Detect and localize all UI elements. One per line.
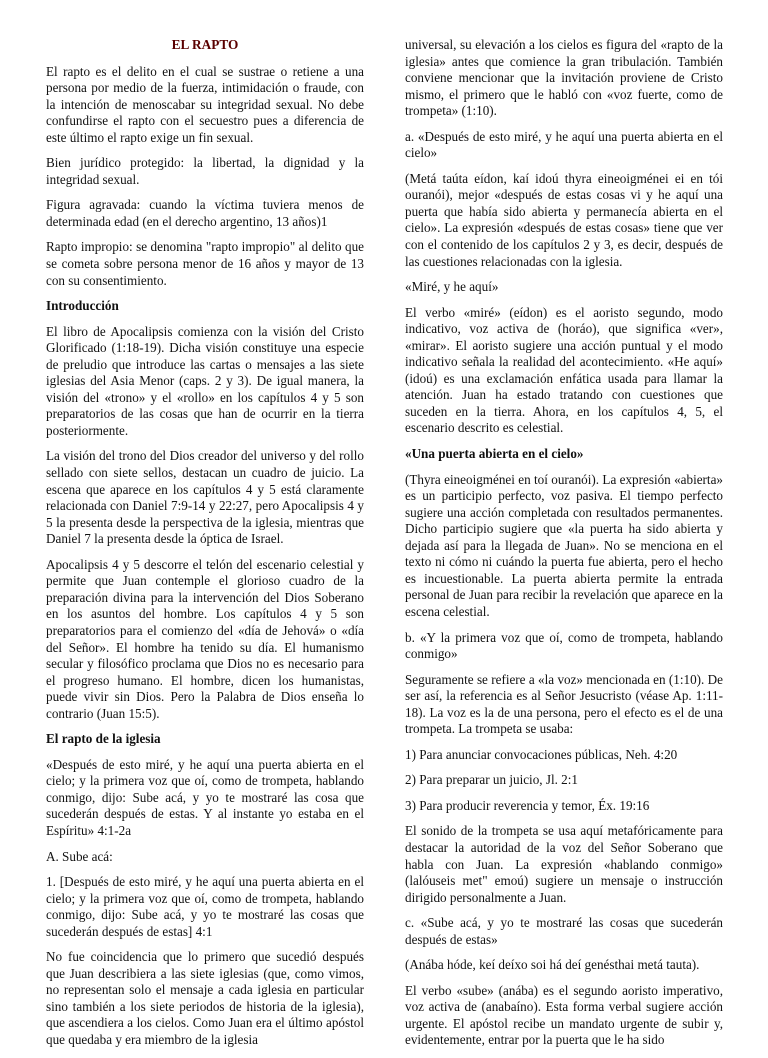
paragraph: El libro de Apocalipsis comienza con la visión del Cristo Glorificado (1:18-19). Dicha visión constituye una especie de preludio que introduce las cartas o mensajes a las siete iglesias del Asia Menor (caps. 2 y 3). De igual manera, la visión del «trono» y el «rollo» en los capítulos 4 y 5 son preparatorios de las cosas que han de ocurrir en la tierra posteriormente. [46, 323, 364, 438]
paragraph: Figura agravada: cuando la víctima tuviera menos de determinada edad (en el derecho argentino, 13 años)1 [46, 197, 364, 229]
list-item: 1) Para anunciar convocaciones públicas, Neh. 4:20 [405, 746, 678, 762]
paragraph: Rapto impropio: se denomina "rapto impropio" al delito que se cometa sobre persona menor de 16 años y mayor de 13 con su consentimiento. [46, 239, 364, 288]
paragraph: A. Sube acá: [46, 848, 113, 864]
paragraph: a. «Después de esto miré, y he aquí una puerta abierta en el cielo» [405, 128, 723, 161]
paragraph: b. «Y la primera voz que oí, como de trompeta, hablando conmigo» [405, 629, 723, 662]
paragraph: No fue coincidencia que lo primero que sucedió después que Juan describiera a las siete iglesias (que, como vimos, no representan solo el mensaje a cada iglesia en particular sino también a los siete periodos de historia de la iglesia), que ascendiera a los cielos. Como Juan era el último apóstol que quedaba y era miembro de la iglesia [46, 949, 364, 1047]
paragraph: El rapto es el delito en el cual se sustrae o retiene a una persona por medio de la fuerza, intimidación o fraude, con la intención de menoscabar su integridad sexual. No debe confundirse el rapto con el secuestro pues a diferencia de este último el rapto exige un fin sexual. [46, 63, 364, 145]
paragraph: (Metá taúta eídon, kaí idoú thyra eineoigménei ei en tói ouranói), mejor «después de estas cosas vi y he aquí una puerta que había sido abierta y permanecía abierta en el cielo». La expresión «después de estas cosas» tiene que ver con el contenido de los capítulos 2 y 3, es decir, después de las cuestiones relacionadas con la iglesia. [405, 170, 723, 269]
section-heading-rapto: El rapto de la iglesia [46, 731, 161, 747]
left-column [46, 37, 364, 1058]
paragraph: «Miré, y he aquí» [405, 279, 499, 295]
paragraph: «Después de esto miré, y he aquí una puerta abierta en el cielo; y la primera voz que oí, como de trompeta, hablando conmigo, dijo: Sube acá, y yo te mostraré las cosa que sucederán después de estas. Y al instante yo estaba en el Espíritu» 4:1-2a [46, 756, 364, 838]
list-item: 2) Para preparar un juicio, Jl. 2:1 [405, 772, 578, 788]
paragraph: (Anába hóde, keí deíxo soi há deí genésthai metá tauta). [405, 957, 700, 973]
document-title: EL RAPTO [171, 37, 239, 52]
paragraph: 1. [Después de esto miré, y he aquí una puerta abierta en el cielo; y la primera voz que oí, como de trompeta, hablando conmigo, dijo: Sube acá, y yo te mostraré las cosas que sucederán después de estas] 4:1 [46, 874, 364, 939]
section-heading-puerta: «Una puerta abierta en el cielo» [405, 446, 584, 462]
right-column [405, 37, 723, 1058]
paragraph: El verbo «miré» (eídon) es el aoristo segundo, modo indicativo, voz activa de (horáo), que significa «ver», «mirar». El aoristo sugiere una acción puntual y el modo indicativo señala la realidad del acontecimiento. «He aquí» (idoú) es una exclamación enfática usada para llamar la atención. Juan ha estado tratando con cuestiones que suceden en la tierra. Ahora, en los capítulos 4, 5, el escenario descrito es celestial. [405, 304, 723, 436]
paragraph: c. «Sube acá, y yo te mostraré las cosas que sucederán después de estas» [405, 915, 723, 947]
paragraph: Apocalipsis 4 y 5 descorre el telón del escenario celestial y permite que Juan contemple el glorioso cuadro de la preparación divina para la intervención del Dios Soberano en los asuntos del hombre. Los capítulos 4 y 5 son preparatorios para el comienzo del «día de Jehová» o «día del Señor». El hombre ha tenido su día. El humanismo secular y filosófico proclama que Dios no es necesario para el progreso humano. El hombre, dicen los humanistas, puede vivir sin Dios. Pero la Palabra de Dios enseña lo contrario (Juan 15:5). [46, 556, 364, 721]
paragraph: (Thyra eineoigménei en toí ouranói). La expresión «abierta» es un participio perfecto, voz pasiva. El tiempo perfecto sugiere una acción completada con resultados permanentes. Dicho participio sugiere que «la puerta ha sido abierta y dejada así para la llegada de Juan». No se menciona en el texto ni cómo ni cuándo la puerta fue abierta, pero el hecho es incuestionable. La puerta abierta permite la entrada personal de Juan para recibir la revelación que aparece en la escena celestial. [405, 471, 723, 619]
section-heading-introduccion: Introducción [46, 298, 119, 314]
paragraph: El verbo «sube» (anába) es el segundo aoristo imperativo, voz activa de (anabaíno). Esta forma verbal sugiere acción urgente. El apóstol recibe un mandato urgente de subir y, evidentemente, entrar por la puerta que le ha sido [405, 982, 723, 1048]
paragraph: Seguramente se refiere a «la voz» mencionada en (1:10). De ser así, la referencia es al Señor Jesucristo (véase Ap. 1:11-18). La voz es la de una persona, pero el efecto es el de una trompeta. La trompeta se usaba: [405, 671, 723, 737]
paragraph: El sonido de la trompeta se usa aquí metafóricamente para destacar la autoridad de la voz del Señor Soberano que habla con Juan. La expresión «hablando conmigo» (lalóuseis met" emoú) sugiere un mensaje o instrucción dirigido personalmente a Juan. [405, 823, 723, 905]
paragraph: universal, su elevación a los cielos es figura del «rapto de la iglesia» antes que comience la gran tribulación. También conviene mencionar que la invitación proviene de Cristo mismo, el primero que le habló con «voz fuerte, como de trompeta» (1:10). [405, 37, 723, 119]
paragraph: La visión del trono del Dios creador del universo y del rollo sellado con siete sellos, destacan un cuadro de juicio. La escena que aparece en los capítulos 4 y 5 está claramente relacionada con Daniel 7:9-14 y 22:27, pero Apocalipsis 4 y 5 la presenta desde la perspectiva de la iglesia, mientras que Daniel 7 la presenta desde la óptica de Israel. [46, 448, 364, 547]
list-item: 3) Para producir reverencia y temor, Éx. 19:16 [405, 797, 650, 813]
paragraph: Bien jurídico protegido: la libertad, la dignidad y la integridad sexual. [46, 155, 364, 187]
